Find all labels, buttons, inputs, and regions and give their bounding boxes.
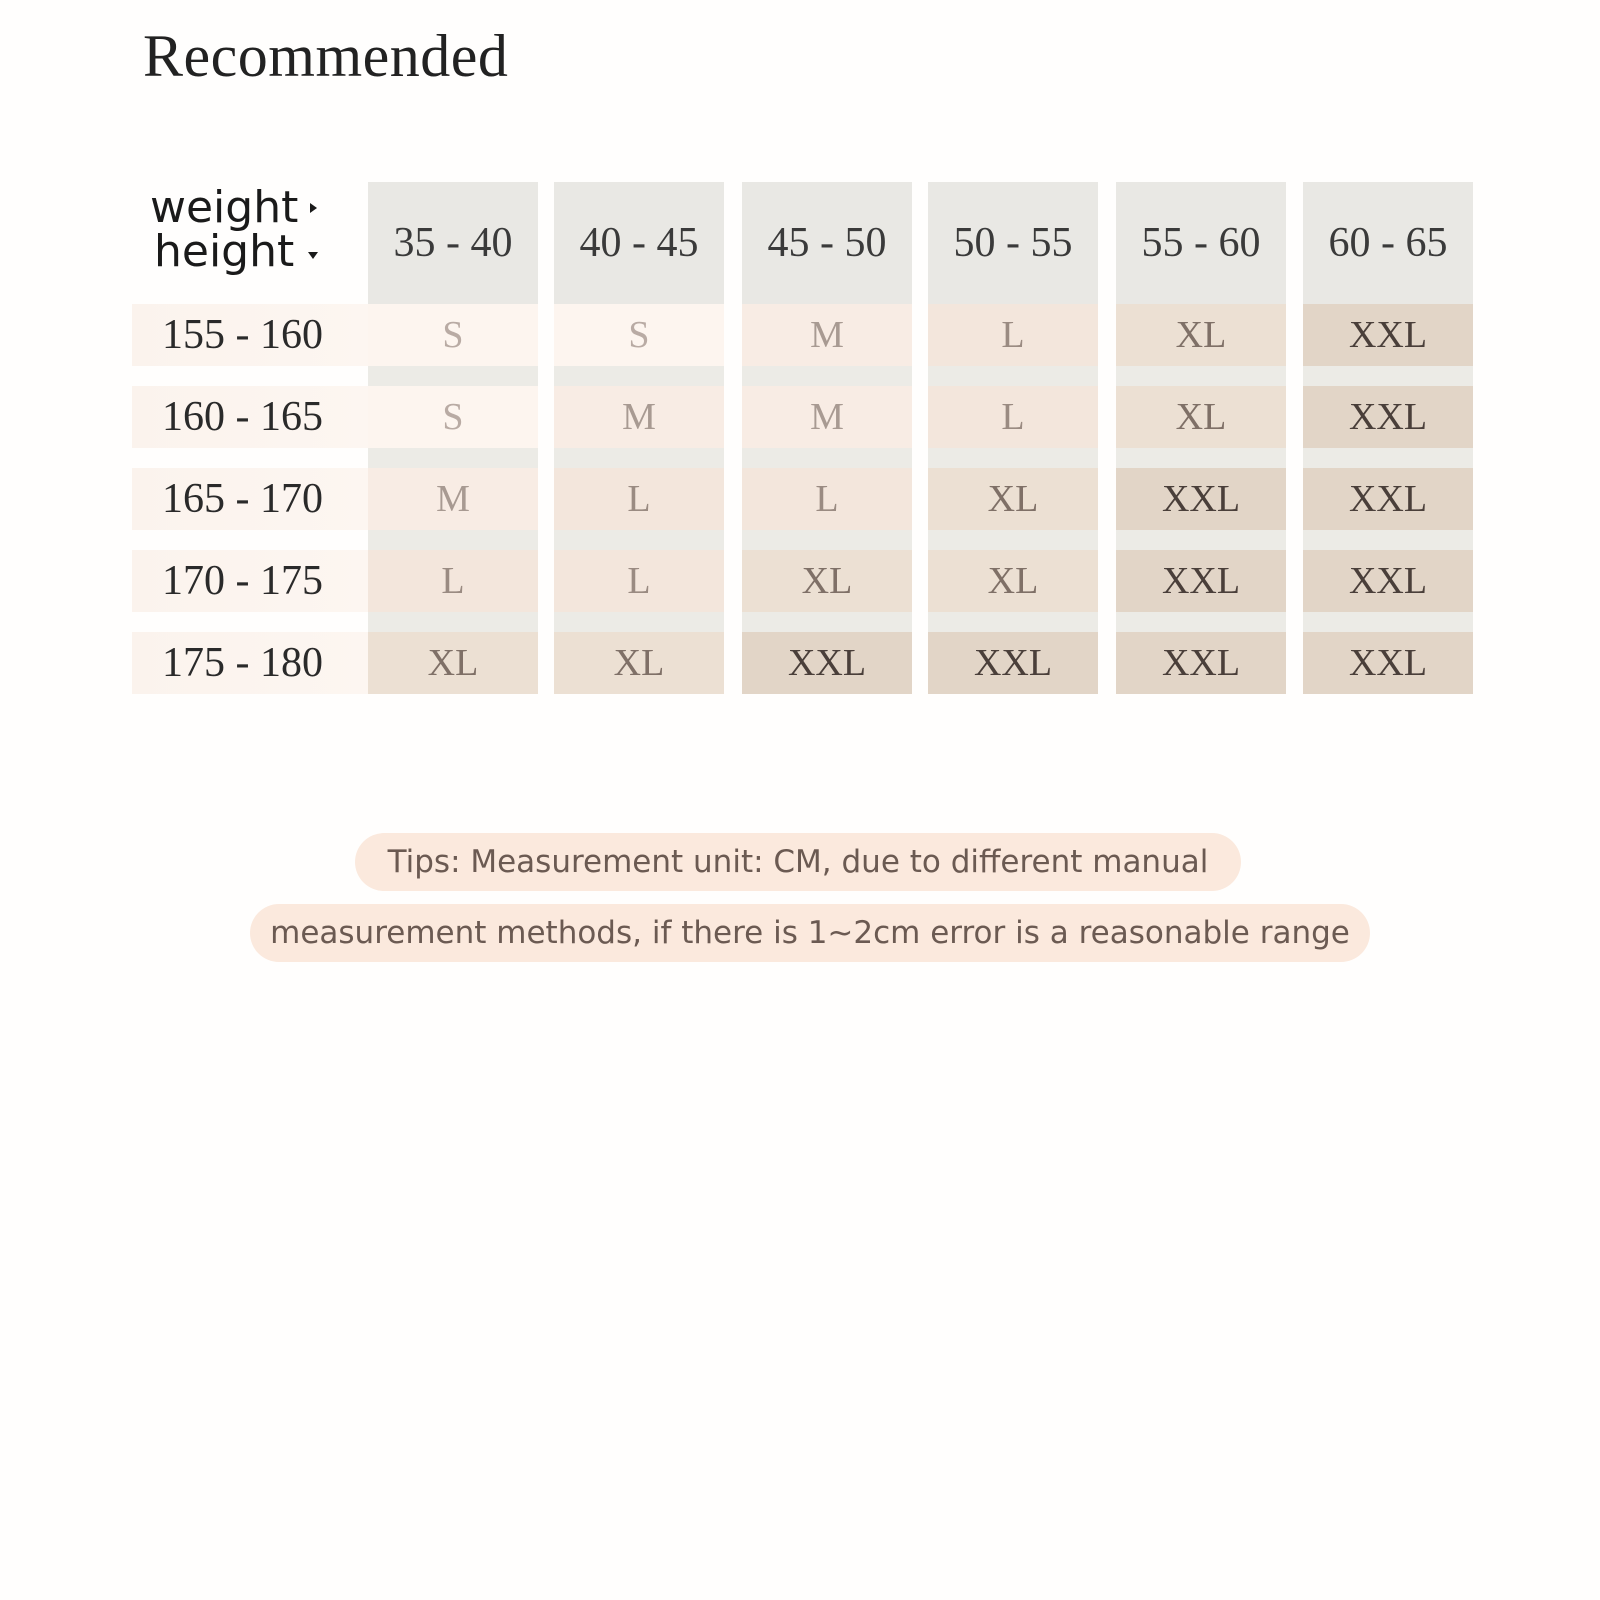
size-cell: S: [368, 386, 538, 448]
triangle-down-icon: [308, 252, 318, 259]
size-cell: XL: [554, 632, 724, 694]
size-cell: XXL: [1303, 632, 1473, 694]
height-header: 165 - 170: [132, 468, 368, 530]
row-gap: [368, 612, 538, 632]
size-cell: XL: [1116, 304, 1286, 366]
axis-corner-label: [150, 182, 360, 277]
size-cell: M: [554, 386, 724, 448]
row-gap: [1116, 530, 1286, 550]
size-cell: XL: [742, 550, 912, 612]
row-gap: [554, 366, 724, 386]
size-cell: L: [554, 550, 724, 612]
row-gap: [928, 612, 1098, 632]
size-cell: L: [368, 550, 538, 612]
row-gap: [1116, 366, 1286, 386]
size-cell: M: [742, 386, 912, 448]
size-cell: L: [928, 386, 1098, 448]
height-header: 155 - 160: [132, 304, 368, 366]
size-cell: S: [368, 304, 538, 366]
row-gap: [368, 448, 538, 468]
size-cell: XXL: [1303, 304, 1473, 366]
weight-header: 45 - 50: [742, 182, 912, 304]
weight-header: 35 - 40: [368, 182, 538, 304]
row-gap: [1303, 612, 1473, 632]
weight-header: 55 - 60: [1116, 182, 1286, 304]
row-gap: [1303, 448, 1473, 468]
row-gap: [368, 366, 538, 386]
triangle-right-icon: [310, 203, 317, 213]
size-cell: XL: [928, 550, 1098, 612]
size-cell: XXL: [742, 632, 912, 694]
row-gap: [1303, 530, 1473, 550]
height-label: height: [154, 226, 295, 277]
row-gap: [928, 530, 1098, 550]
weight-label: weight: [150, 182, 299, 233]
tip-line-2: measurement methods, if there is 1~2cm error is a reasonable range: [250, 904, 1370, 962]
row-gap: [742, 612, 912, 632]
size-cell: XXL: [1303, 468, 1473, 530]
size-cell: XL: [368, 632, 538, 694]
height-header: 160 - 165: [132, 386, 368, 448]
size-cell: M: [368, 468, 538, 530]
size-cell: L: [742, 468, 912, 530]
size-cell: XXL: [1116, 632, 1286, 694]
row-gap: [1303, 366, 1473, 386]
size-cell: XXL: [1303, 550, 1473, 612]
row-gap: [1116, 448, 1286, 468]
row-gap: [368, 530, 538, 550]
tip-line-1: Tips: Measurement unit: CM, due to different manual: [355, 833, 1241, 891]
row-gap: [928, 366, 1098, 386]
size-cell: XL: [1116, 386, 1286, 448]
height-header: 170 - 175: [132, 550, 368, 612]
height-header: 175 - 180: [132, 632, 368, 694]
weight-header: 40 - 45: [554, 182, 724, 304]
weight-header: 60 - 65: [1303, 182, 1473, 304]
size-cell: M: [742, 304, 912, 366]
page-title: Recommended: [143, 23, 509, 89]
row-gap: [554, 612, 724, 632]
row-gap: [554, 448, 724, 468]
size-cell: XXL: [1116, 550, 1286, 612]
size-cell: XXL: [1116, 468, 1286, 530]
row-gap: [742, 448, 912, 468]
row-gap: [1116, 612, 1286, 632]
row-gap: [928, 448, 1098, 468]
row-gap: [554, 530, 724, 550]
row-gap: [742, 366, 912, 386]
size-cell: L: [928, 304, 1098, 366]
row-gap: [742, 530, 912, 550]
size-cell: XL: [928, 468, 1098, 530]
size-cell: L: [554, 468, 724, 530]
size-cell: XXL: [1303, 386, 1473, 448]
size-cell: S: [554, 304, 724, 366]
weight-header: 50 - 55: [928, 182, 1098, 304]
size-cell: XXL: [928, 632, 1098, 694]
